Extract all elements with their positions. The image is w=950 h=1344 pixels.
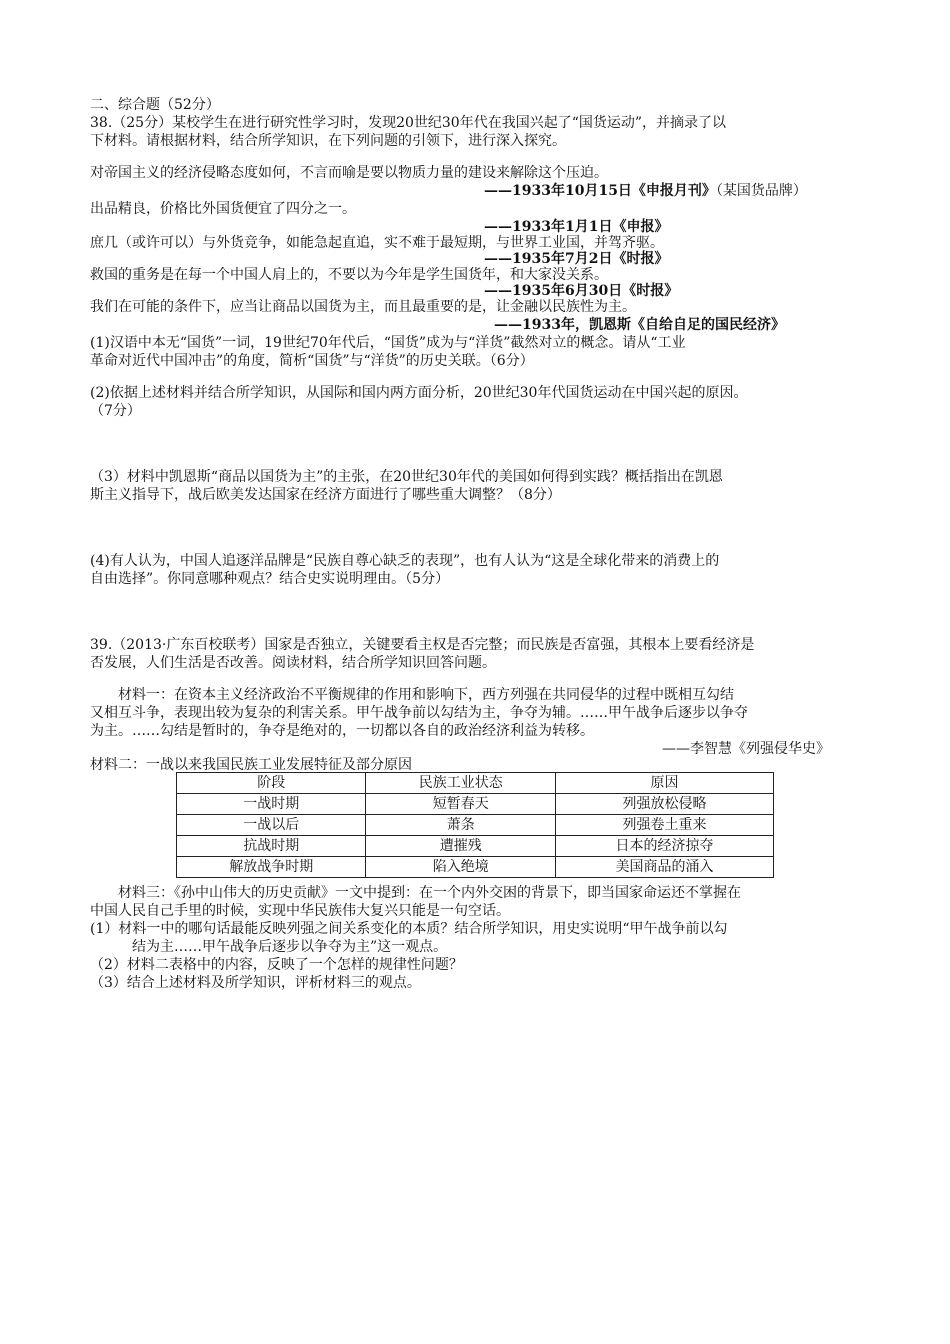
q39-subquestion-2: （2）材料二表格中的内容，反映了一个怎样的规律性问题？ [90, 957, 463, 973]
section-title: 二、综合题（52分） [90, 97, 220, 113]
q38-material-2-source: ——1933年1月1日《申报》 [484, 219, 669, 235]
table-row [177, 815, 774, 836]
table-header-row [177, 773, 774, 794]
q38-material-5-source: ——1933年，凯恩斯《自给自足的国民经济》 [494, 317, 785, 333]
q38-intro-line-1: 38.（25分）某校学生在进行研究性学习时，发现20世纪30年代在我国兴起了“国货运动”，并摘录了以 [90, 115, 727, 131]
q39-material-2-title: 材料二：一战以来我国民族工业发展特征及部分原因 [90, 757, 412, 773]
q38-question-2-line-2: （7分） [90, 403, 141, 419]
industry-table [176, 772, 774, 878]
q39-material-3-line-2: 中国人民自己手里的时候，实现中华民族伟大复兴只能是一句空话。 [90, 903, 510, 919]
q38-material-2-text: 出品精良，价格比外国货便宜了四分之一。 [90, 201, 356, 217]
table-cell: 一战以后 [177, 815, 366, 836]
q39-intro-line-1: 39.（2013·广东百校联考）国家是否独立，关键要看主权是否完整；而民族是否富强，其根本上要看经济是 [90, 637, 755, 653]
table-cell: 萧条 [366, 815, 555, 836]
q38-material-1-source-tail: （某国货品牌） [715, 183, 807, 199]
q38-material-3-source: ——1935年7月2日《时报》 [484, 251, 669, 267]
table-cell: 美国商品的涌入 [555, 857, 773, 878]
q39-material-1-source: ——李智慧《列强侵华史》 [662, 741, 830, 757]
q38-question-3-line-1: （3）材料中凯恩斯“商品以国货为主”的主张，在20世纪30年代的美国如何得到实践？概括指出在凯恩 [90, 469, 723, 485]
q38-material-5-text: 我们在可能的条件下，应当让商品以国货为主，而且最重要的是，让金融以民族性为主。 [90, 299, 636, 315]
table-row [177, 857, 774, 878]
table-cell: 列强卷土重来 [555, 815, 773, 836]
q39-material-1-line-2: 又相互斗争，表现出较为复杂的利害关系。甲午战争前以勾结为主，争夺为辅。……甲午战争后逐步以争夺 [90, 705, 748, 721]
q38-question-1-line-2: 革命对近代中国冲击”的角度，简析“国货”与“洋货”的历史关联。（6分） [90, 353, 534, 369]
q38-question-2-line-1: (2)依据上述材料并结合所学知识，从国际和国内两方面分析，20世纪30年代国货运动在中国兴起的原因。 [90, 385, 748, 401]
q38-question-1-line-1: (1)汉语中本无“国货”一词，19世纪70年代后，“国货”成为与“洋货”截然对立的概念。请从“工业 [90, 335, 686, 351]
q38-material-1-source [484, 182, 807, 200]
q38-question-3-line-2: 斯主义指导下，战后欧美发达国家在经济方面进行了哪些重大调整？（8分） [90, 487, 561, 503]
table-cell: 抗战时期 [177, 836, 366, 857]
q38-material-3-text: 庶几（或许可以）与外货竞争，如能急起直追，实不难于最短期，与世界工业国，并驾齐驱。 [90, 235, 664, 251]
table-cell: 一战时期 [177, 794, 366, 815]
q38-intro-line-2: 下材料。请根据材料，结合所学知识，在下列问题的引领下，进行深入探究。 [90, 133, 566, 149]
table-row [177, 794, 774, 815]
q38-question-4-line-2: 自由选择”。你同意哪种观点？结合史实说明理由。（5分） [90, 571, 450, 587]
q39-material-1-line-3: 为主。……勾结是暂时的，争夺是绝对的，一切都以各自的政治经济利益为转移。 [90, 723, 594, 739]
table-cell: 陷入绝境 [366, 857, 555, 878]
table-cell: 短暂春天 [366, 794, 555, 815]
q38-question-4-line-1: (4)有人认为，中国人追逐洋品牌是“民族自尊心缺乏的表现”，也有人认为“这是全球化带来的消费上的 [90, 553, 720, 569]
q38-material-1-text: 对帝国主义的经济侵略态度如何，不言而喻是要以物质力量的建设来解除这个压迫。 [90, 165, 608, 181]
q39-subquestion-3: （3）结合上述材料及所学知识，评析材料三的观点。 [90, 975, 421, 991]
table-cell: 遭摧残 [366, 836, 555, 857]
q39-intro-line-2: 否发展，人们生活是否改善。阅读材料，结合所学知识回答问题。 [90, 655, 496, 671]
table-header-cell: 阶段 [177, 773, 366, 794]
q39-material-3-line-1: 材料三：《孙中山伟大的历史贡献》一文中提到：在一个内外交困的背景下，即当国家命运还不掌握在 [118, 885, 741, 901]
table-cell: 日本的经济掠夺 [555, 836, 773, 857]
q39-subquestion-1-line-2: 结为主……甲午战争后逐步以争夺为主”这一观点。 [132, 939, 448, 955]
table-row [177, 836, 774, 857]
q38-material-4-text: 救国的重务是在每一个中国人肩上的，不要以为今年是学生国货年，和大家没关系。 [90, 267, 608, 283]
table-cell: 解放战争时期 [177, 857, 366, 878]
q39-subquestion-1-line-1: (1）材料一中的哪句话最能反映列强之间关系变化的本质？结合所学知识，用史实说明“甲午战争前以勾 [90, 921, 728, 937]
table-cell: 列强放松侵略 [555, 794, 773, 815]
q38-material-4-source: ——1935年6月30日《时报》 [484, 283, 679, 299]
table-header-cell: 民族工业状态 [366, 773, 555, 794]
table-header-cell: 原因 [555, 773, 773, 794]
q39-material-1-line-1: 材料一：在资本主义经济政治不平衡规律的作用和影响下，西方列强在共同侵华的过程中既相互勾结 [118, 687, 734, 703]
q38-material-1-source-main: ——1933年10月15日《申报月刊》 [484, 183, 716, 199]
